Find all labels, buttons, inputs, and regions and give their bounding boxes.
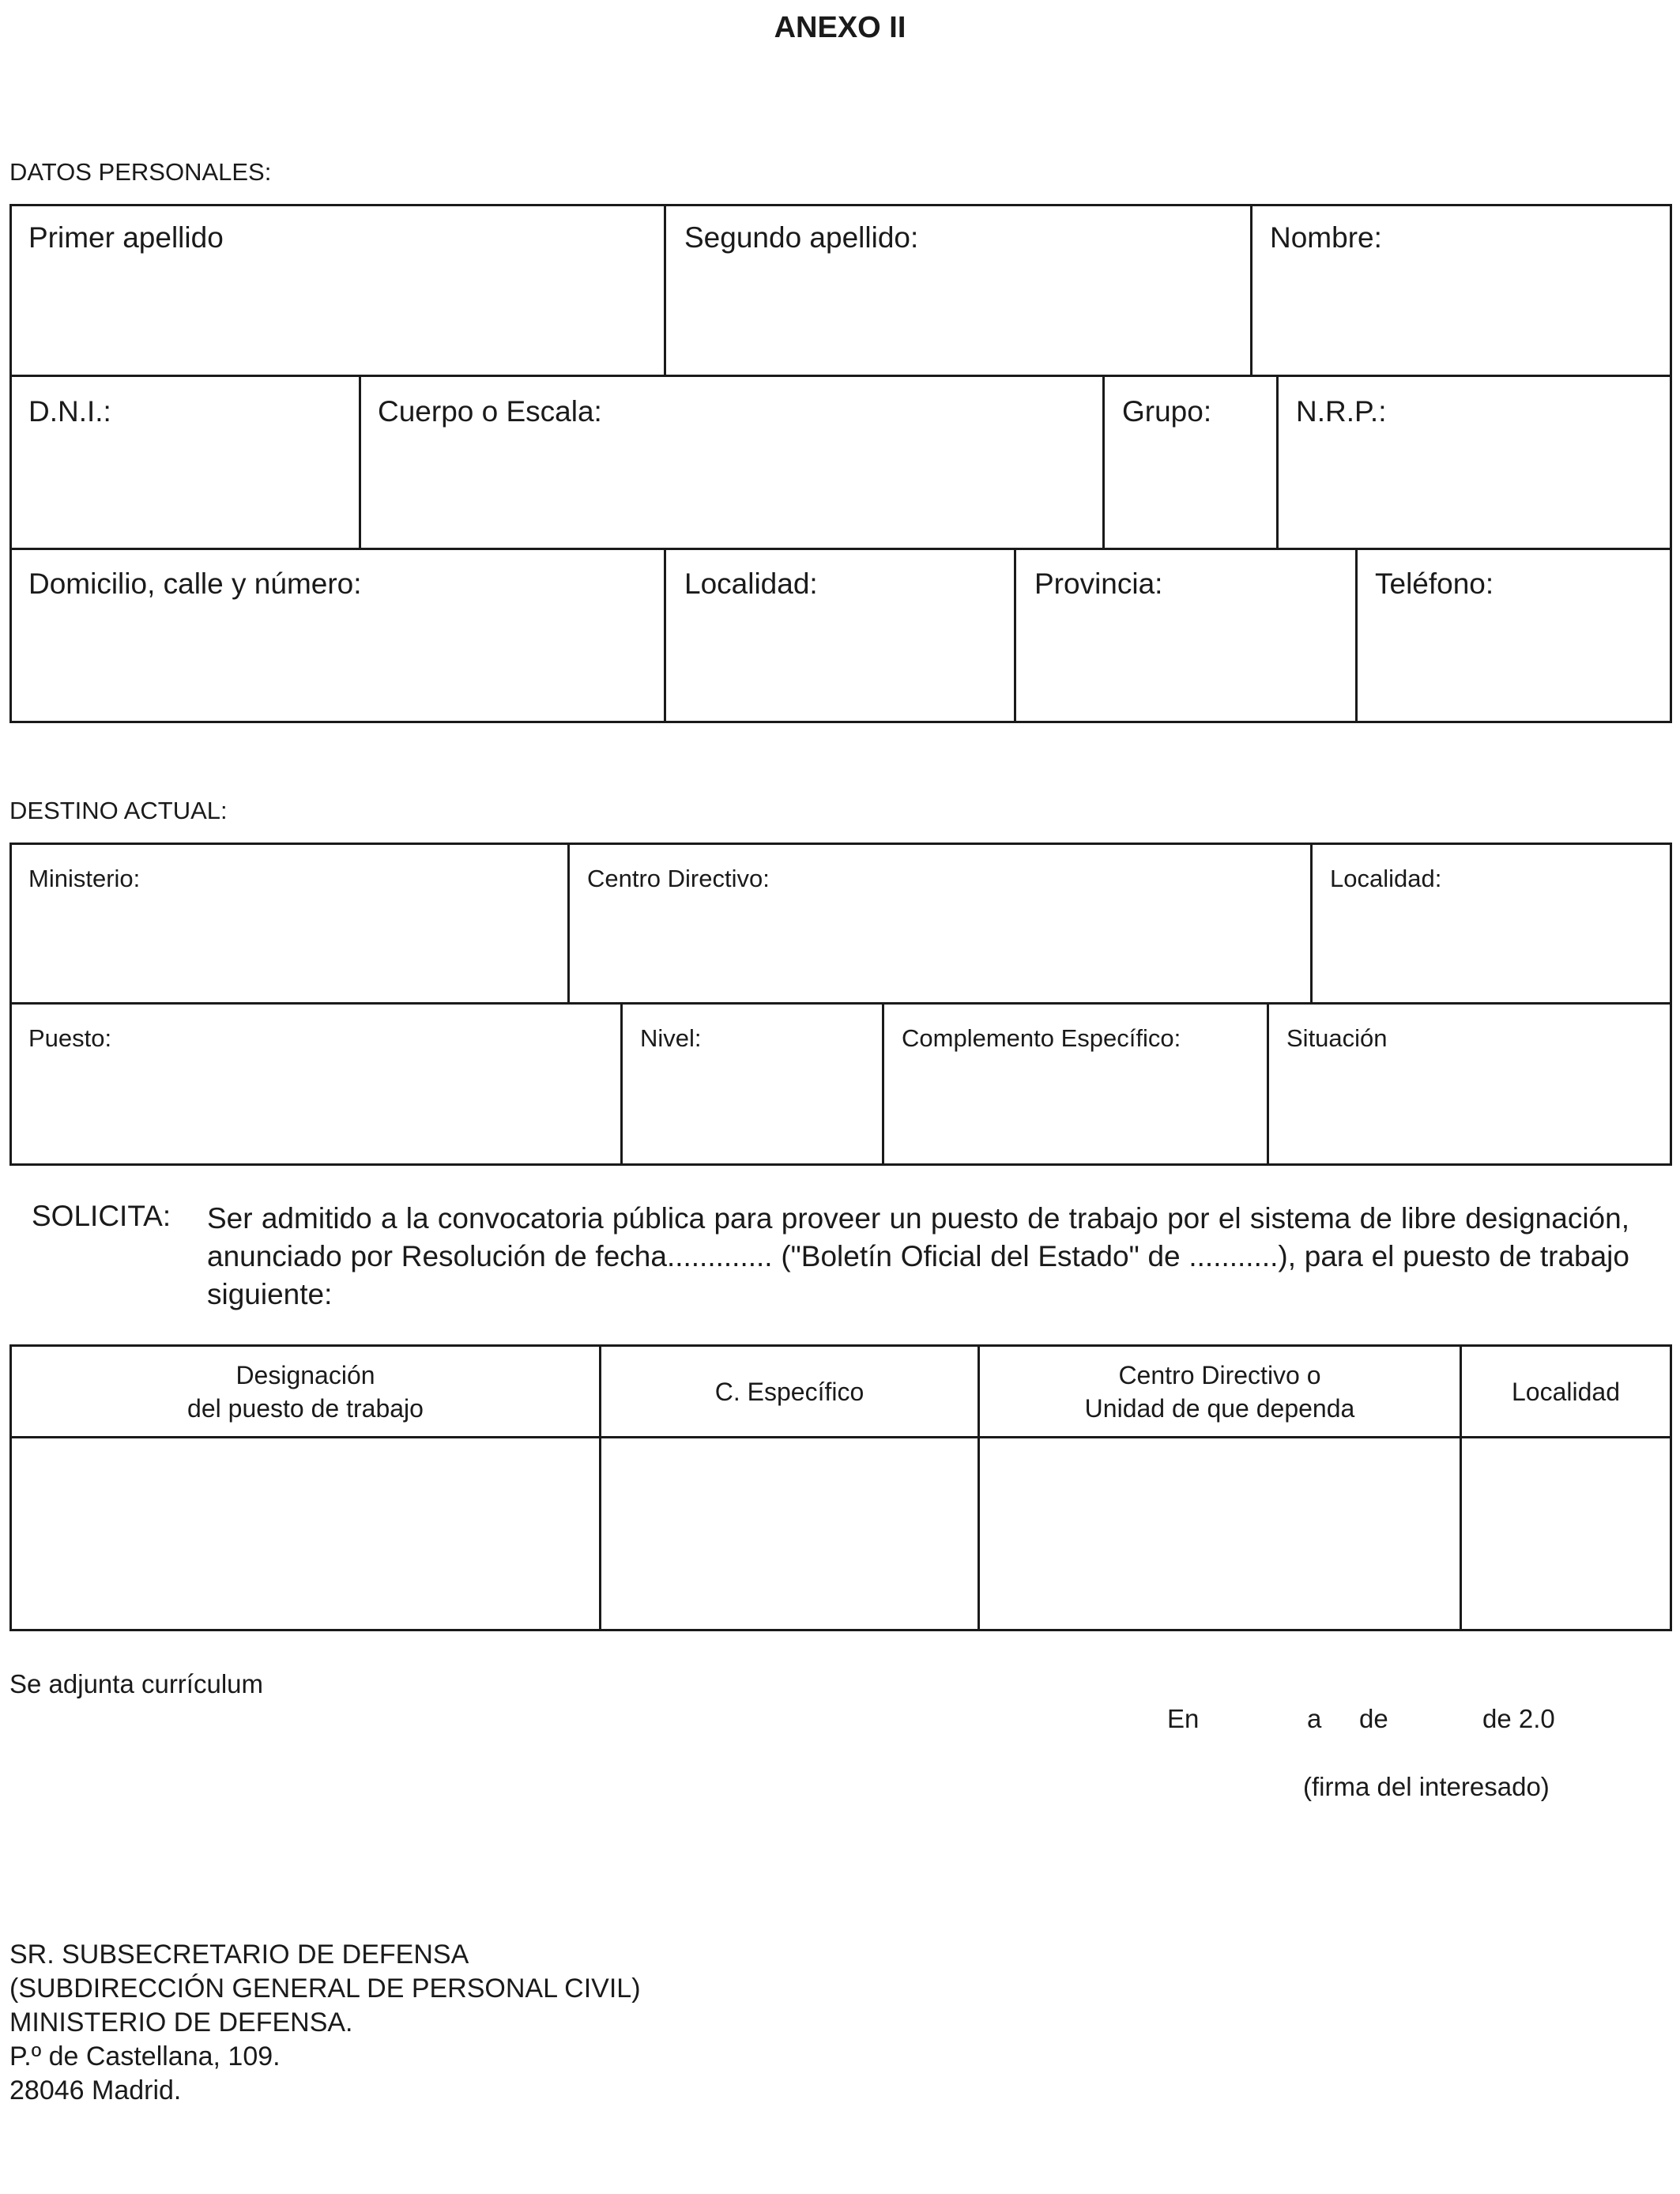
date-en: En — [1167, 1704, 1200, 1733]
header-c-especifico: C. Específico — [714, 1377, 864, 1406]
address-line: P.º de Castellana, 109. — [9, 2041, 281, 2071]
cell-c-especifico[interactable] — [601, 1438, 977, 1629]
document-title: ANEXO II — [774, 11, 906, 44]
address-line: SR. SUBSECRETARIO DE DEFENSA — [9, 1940, 469, 1970]
nombre-field[interactable]: Nombre: — [1270, 221, 1382, 254]
cell-designacion[interactable] — [12, 1438, 599, 1629]
segundo-apellido-field[interactable]: Segundo apellido: — [684, 221, 919, 254]
cell-localidad[interactable] — [1462, 1438, 1670, 1629]
nrp-field[interactable]: N.R.P.: — [1296, 395, 1387, 428]
header-designacion: Designación del puesto de trabajo — [187, 1360, 424, 1423]
solicita-label: SOLICITA: — [32, 1200, 171, 1232]
address-line: 28046 Madrid. — [9, 2075, 182, 2105]
firma-interesado: (firma del interesado) — [1303, 1772, 1550, 1801]
address-line: (SUBDIRECCIÓN GENERAL DE PERSONAL CIVIL) — [9, 1973, 641, 2004]
puesto-field[interactable]: Puesto: — [28, 1024, 112, 1052]
situacion-field[interactable]: Situación — [1286, 1024, 1388, 1052]
datos-personales-heading: DATOS PERSONALES: — [9, 158, 272, 186]
dni-field[interactable]: D.N.I.: — [28, 395, 111, 428]
solicita-text: Ser admitido a la convocatoria pública para proveer un puesto de trabajo por el sistema de libre designación, anunciado por Resolución de fecha............. ("Boletín Oficial del Estado" de ...........), para el puesto de trabajo siguiente: — [207, 1202, 1629, 1310]
destino-actual-heading: DESTINO ACTUAL: — [9, 797, 228, 824]
localidad-field[interactable]: Localidad: — [684, 567, 818, 600]
provincia-field[interactable]: Provincia: — [1034, 567, 1163, 600]
nivel-field[interactable]: Nivel: — [640, 1024, 702, 1052]
grupo-field[interactable]: Grupo: — [1122, 395, 1212, 428]
complemento-especifico-field[interactable]: Complemento Específico: — [902, 1024, 1181, 1052]
destino-localidad-field[interactable]: Localidad: — [1330, 865, 1442, 892]
ministerio-field[interactable]: Ministerio: — [28, 865, 141, 892]
adjunta-curriculum: Se adjunta currículum — [9, 1669, 263, 1698]
date-de: de — [1359, 1704, 1388, 1733]
domicilio-field[interactable]: Domicilio, calle y número: — [28, 567, 362, 600]
date-year: de 2.0 — [1482, 1704, 1555, 1733]
header-localidad: Localidad — [1512, 1377, 1620, 1406]
primer-apellido-field[interactable]: Primer apellido — [28, 221, 224, 254]
cuerpo-escala-field[interactable]: Cuerpo o Escala: — [378, 395, 602, 428]
header-centro-directivo: Centro Directivo o Unidad de que dependa — [1084, 1360, 1355, 1423]
centro-directivo-field[interactable]: Centro Directivo: — [587, 865, 770, 892]
telefono-field[interactable]: Teléfono: — [1375, 567, 1494, 600]
recipient-address — [9, 1938, 641, 2108]
cell-centro-directivo[interactable] — [980, 1438, 1460, 1629]
address-line: MINISTERIO DE DEFENSA. — [9, 2007, 353, 2038]
date-a: a — [1307, 1704, 1322, 1733]
